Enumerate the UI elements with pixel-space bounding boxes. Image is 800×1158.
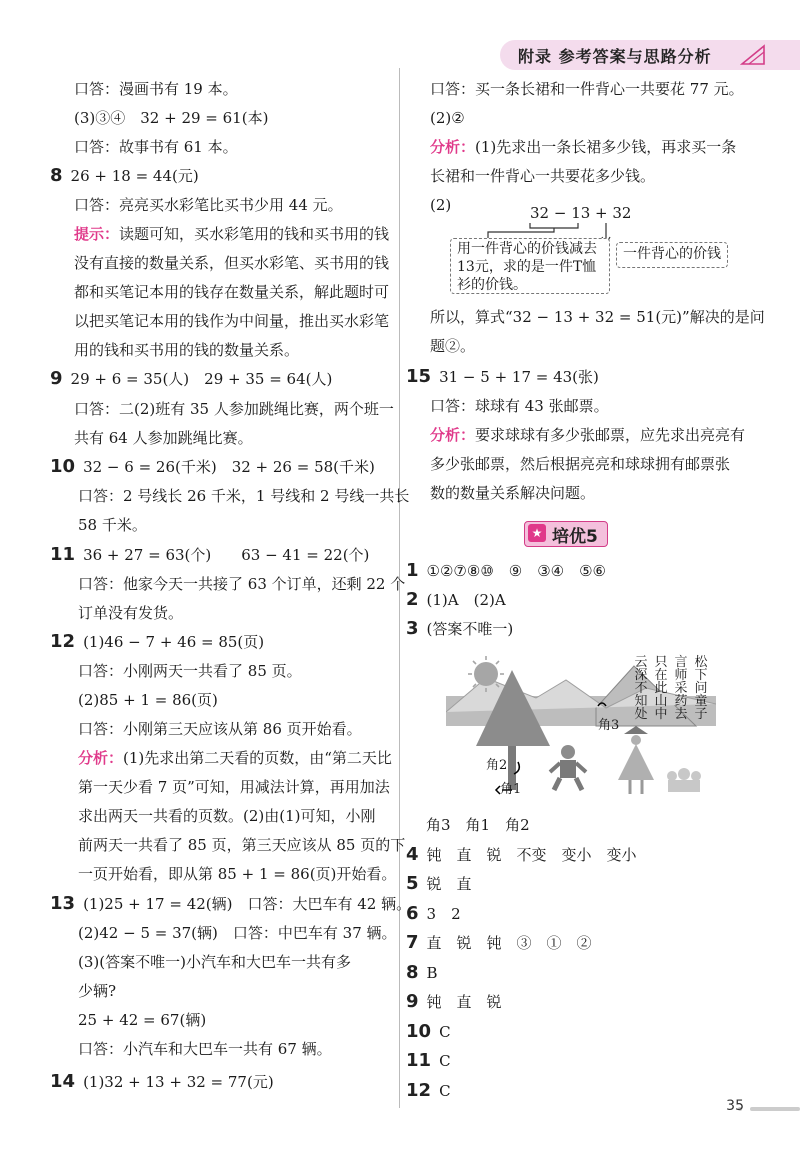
line-text: 多少张邮票，然后根据亮亮和球球拥有邮票张 [430,455,731,473]
right_top-line [430,194,451,216]
line-text: 长裙和一件背心一共要花多少钱。 [430,167,656,185]
right_tail-line [406,1050,451,1072]
left-line [78,660,302,682]
question-number: 11 [50,544,76,565]
right_tail-line [406,1080,451,1102]
right_top-line [430,136,736,158]
question-number: 14 [50,1071,76,1092]
line-text: 钝 直 锐 [426,993,502,1011]
left-line [74,136,238,158]
page-number: 35 [726,1098,744,1114]
question-number: 12 [50,631,76,652]
left-line [50,1071,274,1093]
box2-text: 一件背心的价钱 [623,246,721,262]
line-text: 都和买笔记本用的钱存在数量关系，解此题时可 [74,283,390,301]
question-number: 12 [406,1080,432,1101]
right_tail-line [406,844,637,866]
diagram-formula: 32 − 13 + 32 [530,204,632,222]
question-number: 10 [50,456,76,477]
question-number: 9 [406,991,419,1012]
line-text: 锐 直 [426,875,472,893]
poem-column: 松下问童子 [694,655,708,722]
hint-tag: 分析： [430,426,476,444]
right_tail-line [406,1021,451,1043]
question-number: 8 [406,962,419,983]
running-header [500,40,800,70]
star-icon: ★ [528,524,546,542]
line-text: 32 − 6 = 26(千米) 32 + 26 = 58(千米) [83,458,375,476]
right_mid-line [430,395,609,417]
right_tail-line [406,873,472,895]
left-line [78,1038,332,1060]
right_mid-line [430,306,765,328]
left-line [78,573,405,595]
line-text: 36 + 27 = 63(个) 63 − 41 = 22(个) [83,546,370,564]
line-text: (1)A (2)A [426,591,506,609]
line-text: (2) [430,196,452,214]
left-line [74,310,389,332]
left-line [74,339,299,361]
box-line-2: 13元，求的是一件T恤 [457,259,597,275]
left-line [50,165,199,187]
left-line [78,747,392,769]
right_tail-line [406,932,592,954]
question-number: 8 [50,165,63,186]
right_tail-line [406,991,502,1013]
line-text: 数的数量关系解决问题。 [430,484,596,502]
poem-column: 只在此山中 [654,655,668,722]
diagram-box-vest-price [616,242,728,268]
box-line-1: 用一件背心的价钱减去 [457,241,597,257]
line-text: 口答：小刚两天一共看了 85 页。 [78,662,302,680]
left-line [74,427,253,449]
question-number: 2 [406,589,419,610]
question-number: 3 [406,618,419,639]
line-text: (1)32 + 13 + 32 = 77(元) [83,1073,274,1091]
left-line [74,107,268,129]
right_bottom-line [406,589,506,611]
question-number: 11 [406,1050,432,1071]
line-text: (1)先求出第二天看的页数，由“第二天比 [123,749,392,767]
right_tail-line [406,962,438,984]
line-text: (2)② [430,109,465,127]
left-line [78,514,147,536]
line-text: 26 + 18 = 44(元) [70,167,199,185]
left-line [50,456,375,478]
line-text: 29 + 6 = 35(人) 29 + 35 = 64(人) [70,370,333,388]
page-bar [750,1107,800,1111]
line-text: 口答：小汽车和大巴车一共有 67 辆。 [78,1040,332,1058]
line-text: 口答：二(2)班有 35 人参加跳绳比赛，两个班一 [74,400,394,418]
poem-column: 云深不知处 [634,655,648,722]
line-text: 一页开始看，即从第 85 + 1 = 86(页)开始看。 [78,865,397,883]
left-line [78,485,409,507]
left-line [74,223,389,245]
line-text: (3)③④ 32 + 29 = 61(本) [74,109,269,127]
line-text: (2)42 − 5 = 37(辆) 口答：中巴车有 37 辆。 [78,924,397,942]
triangle-ruler-icon [740,44,766,66]
line-text: 直 锐 钝 ③ ① ② [426,934,592,952]
right_mid-line [406,366,599,388]
line-text: 口答：漫画书有 19 本。 [74,80,238,98]
line-text: 以把买笔记本用的钱作为中间量，推出买水彩笔 [74,312,390,330]
right_bottom-line [406,560,606,582]
badge-title: 培优5 [552,527,598,547]
line-text: 58 千米。 [78,516,147,534]
hint-tag: 分析： [430,138,476,156]
right_mid-line [430,453,730,475]
line-text: B [426,964,438,982]
left-line [78,834,405,856]
left-line [78,1009,206,1031]
section-badge [524,521,608,547]
line-text: 题②。 [430,337,476,355]
line-text: 钝 直 锐 不变 变小 变小 [426,846,637,864]
left-line [78,602,183,624]
left-line [50,893,411,915]
line-text: 口答：球球有 43 张邮票。 [430,397,609,415]
line-text: 没有直接的数量关系，但买水彩笔、买书用的钱 [74,254,390,272]
line-text: C [439,1082,451,1100]
line-text: 要求球球有多少张邮票，应先求出亮亮有 [475,426,746,444]
line-text: 口答：2 号线长 26 千米，1 号线和 2 号线一共长 [78,487,410,505]
question-number: 5 [406,873,419,894]
line-text: 25 + 42 = 67(辆) [78,1011,207,1029]
hint-tag: 分析： [78,749,124,767]
diagram-box-explanation [450,238,610,294]
question-number: 7 [406,932,419,953]
left-line [78,922,397,944]
line-text: 口答：故事书有 61 本。 [74,138,238,156]
label-angle3: 角3 [598,718,620,733]
left-line [78,980,116,1002]
line-text: 第一天少看 7 页”可知，用减法计算，再用加法 [78,778,390,796]
question-number: 13 [50,893,76,914]
header-title: 附录 参考答案与思路分析 [518,47,712,66]
left-line [50,368,332,390]
line-text: (1)先求出一条长裙多少钱，再求买一条 [475,138,737,156]
line-text: 口答：小刚第三天应该从第 86 页开始看。 [78,720,362,738]
line-text: 前两天一共看了 85 页，第三天应该从 85 页的下 [78,836,406,854]
question-number: 4 [406,844,419,865]
label-angle1: 角1 [500,782,522,797]
line-text: 口答：他家今天一共接了 63 个订单，还剩 22 个 [78,575,406,593]
question-number: 1 [406,560,419,581]
right_bottom-line [406,618,513,640]
poem-column: 言师采药去 [674,655,688,722]
left-line [74,281,389,303]
line-text: 口答：买一条长裙和一件背心一共要花 77 元。 [430,80,744,98]
left-line [78,689,218,711]
line-text: C [439,1023,451,1041]
question-number: 10 [406,1021,432,1042]
line-text: 口答：亮亮买水彩笔比买书少用 44 元。 [74,196,343,214]
line-text: 求出两天一共看的页数。(2)由(1)可知，小刚 [78,807,376,825]
question-number: 9 [50,368,63,389]
line-text: 少辆? [78,982,117,1000]
line-text: 3 2 [426,905,461,923]
left-line [74,252,389,274]
right_top-line [430,165,655,187]
left-line [74,194,343,216]
box-line-3: 衫的价钱。 [457,277,527,293]
right_top-line [430,107,465,129]
line-text: (答案不唯一) [426,620,514,638]
line-text: ①②⑦⑧⑩ ⑨ ③④ ⑤⑥ [426,562,607,580]
right_tail-line [406,903,461,925]
line-text: 用的钱和买书用的钱的数量关系。 [74,341,300,359]
right_top-line [430,78,744,100]
line-text: 所以，算式“32 − 13 + 32 = 51(元)”解决的是问 [430,308,765,326]
line-text: (2)85 + 1 = 86(页) [78,691,218,709]
left-line [78,951,351,973]
label-angle2: 角2 [486,758,508,773]
question-number: 6 [406,903,419,924]
right_mid-line [430,424,745,446]
line-text: (3)(答案不唯一)小汽车和大巴车一共有多 [78,953,351,971]
angles-answer: 角3 角1 角2 [426,816,530,834]
right_mid-line [430,335,475,357]
left-line [50,631,264,653]
left-line [74,78,238,100]
left-line [78,776,390,798]
left-line [78,805,376,827]
line-text: (1)25 + 17 = 42(辆) 口答：大巴车有 42 辆。 [83,895,412,913]
hint-tag: 提示： [74,225,120,243]
question-number: 15 [406,366,432,387]
line-text: 读题可知，买水彩笔用的钱和买书用的钱 [119,225,390,243]
line-text: C [439,1052,451,1070]
left-line [50,544,369,566]
line-text: (1)46 − 7 + 46 = 85(页) [83,633,265,651]
line-text: 31 − 5 + 17 = 43(张) [439,368,599,386]
left-line [78,863,396,885]
line-text: 订单没有发货。 [78,604,184,622]
line-text: 共有 64 人参加跳绳比赛。 [74,429,253,447]
right_mid-line [430,482,595,504]
left-line [78,718,362,740]
left-line [74,398,394,420]
